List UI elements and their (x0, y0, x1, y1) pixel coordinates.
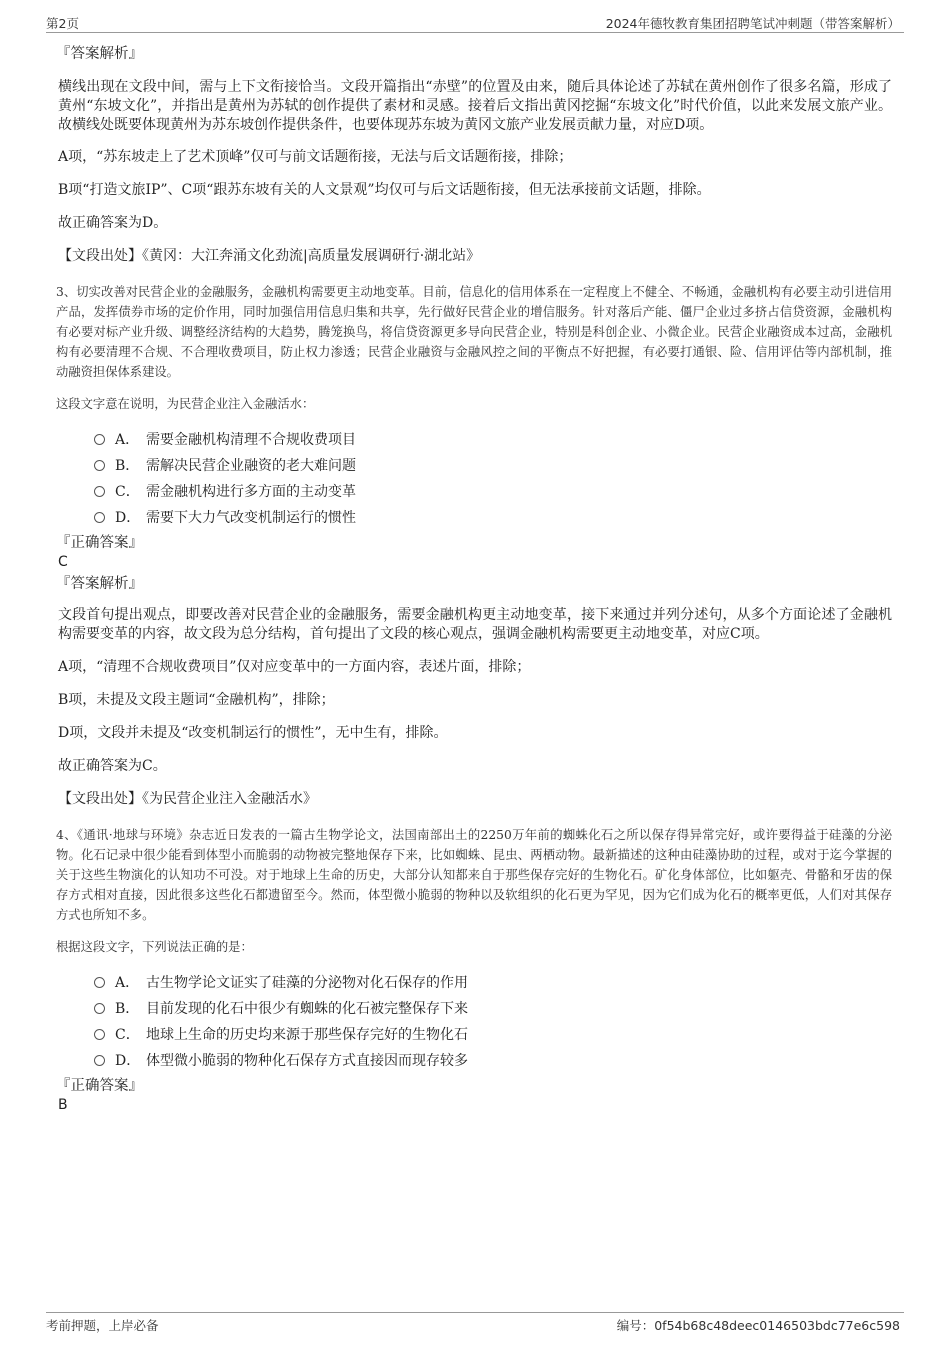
q4-options (56, 970, 892, 1074)
footer-code-label: 编号： (616, 1318, 655, 1333)
page-content (56, 44, 892, 1114)
q3-option-b[interactable]: B． 需解决民营企业融资的老大难问题 (94, 453, 892, 479)
radio-icon[interactable] (94, 1029, 105, 1040)
page-footer (46, 1312, 904, 1333)
page-header (46, 12, 904, 33)
footer-code-value: 0f54b68c48deec0146503bdc77e6c598 (654, 1318, 900, 1333)
radio-icon[interactable] (94, 1055, 105, 1066)
q4-answer: B (58, 1097, 68, 1113)
radio-icon[interactable] (94, 977, 105, 988)
radio-icon[interactable] (94, 512, 105, 523)
q3-option-d[interactable]: D． 需要下大力气改变机制运行的惯性 (94, 505, 892, 531)
q3-analysis-label: 『答案解析』 (56, 576, 143, 592)
page-number: 第2页 (46, 16, 79, 31)
q3-option-a[interactable]: A． 需要金融机构清理不合规收费项目 (94, 427, 892, 453)
q3-source: 【文段出处】《为民营企业注入金融活水》 (58, 791, 317, 807)
footer-slogan: 考前押题，上岸必备 (46, 1318, 159, 1333)
document-title: 2024年德牧教育集团招聘笔试冲刺题（带答案解析） (605, 16, 900, 31)
q4-option-d[interactable]: D． 体型微小脆弱的物种化石保存方式直接因而现存较多 (94, 1048, 892, 1074)
q2-analysis-label: 『答案解析』 (56, 46, 143, 62)
q3-options (56, 427, 892, 531)
q4-answer-label: 『正确答案』 (56, 1078, 143, 1094)
q4-passage: 4、《通讯·地球与环境》杂志近日发表的一篇古生物学论文，法国南部出土的2250万年前的蜘蛛化石之所以保存得异常完好，或许要得益于硅藻的分泌物。化石记录中很少能看到体型小而脆弱的动物被完整地保存下来，比如蜘蛛、昆虫、两栖动物。最新描述的这种由硅藻协助的过程，或对于迄今掌握的关于这些生物演化的认知功不可没。对于地球上生命的历史，大部分认知都来自于那些保存完好的生物化石。矿化身体部位，比如躯壳、骨骼和牙齿的保存方式相对直接，因此很多这些化石都遗留至今。然而，体型微小脆弱的物种以及软组织的化石更为罕见，因为它们成为化石的概率更低，人们对其保存方式也所知不多。 (56, 828, 892, 922)
q3-analysis-paragraph: A项，“清理不合规收费项目”仅对应变革中的一方面内容，表述片面，排除； (58, 659, 531, 675)
q3-analysis-paragraph: B项，未提及文段主题词“金融机构”，排除； (58, 692, 335, 708)
q3-passage: 3、切实改善对民营企业的金融服务，金融机构需要更主动地变革。目前，信息化的信用体系在一定程度上不健全、不畅通，金融机构有必要主动引进信用产品，发挥债券市场的定价作用，同时加强信用信息归集和共享，先行做好民营企业的增信服务。针对落后产能、僵尸企业过多挤占信贷资源，金融机构有必要对标产业升级、调整经济结构的大趋势，腾笼换鸟，将信贷资源更多导向民营企业，特别是科创企业、小微企业。民营企业融资成本过高，金融机构有必要清理不合规、不合理收费项目，防止权力渗透；民营企业融资与金融风控之间的平衡点不好把握，有必要打通银、险、信用评估等内部机制，推动融资担保体系建设。 (56, 285, 892, 379)
radio-icon[interactable] (94, 460, 105, 471)
q3-analysis-paragraph: 文段首句提出观点，即要改善对民营企业的金融服务，需要金融机构更主动地变革，接下来通过并列分述句，从多个方面论述了金融机构需要变革的内容，故文段为总分结构，首句提出了文段的核心观点，强调金融机构需要更主动地变革，对应C项。 (58, 607, 892, 642)
q3-answer-label: 『正确答案』 (56, 535, 143, 551)
q4-option-b[interactable]: B． 目前发现的化石中很少有蜘蛛的化石被完整保存下来 (94, 996, 892, 1022)
q2-source: 【文段出处】《黄冈：大江奔涌文化劲流|高质量发展调研行·湖北站》 (58, 248, 481, 264)
q2-analysis-paragraph: 横线出现在文段中间，需与上下文衔接恰当。文段开篇指出“赤壁”的位置及由来，随后具体论述了苏轼在黄州创作了很多名篇，形成了黄州“东坡文化”，并指出是黄州为苏轼的创作提供了素材和灵感。接着后文指出黄冈挖掘“东坡文化”时代价值，以此来发展文旅产业。故横线处既要体现黄州为苏东坡创作提供条件，也要体现苏东坡为黄冈文旅产业发展贡献力量，对应D项。 (58, 79, 892, 133)
q3-analysis-paragraph: D项，文段并未提及“改变机制运行的惯性”，无中生有，排除。 (58, 725, 448, 741)
q3-prompt: 这段文字意在说明，为民营企业注入金融活水： (56, 397, 315, 411)
q3-option-c[interactable]: C． 需金融机构进行多方面的主动变革 (94, 479, 892, 505)
q2-analysis-paragraph: B项“打造文旅IP”、C项“跟苏东坡有关的人文景观”均仅可与后文话题衔接，但无法承接前文话题，排除。 (58, 182, 711, 198)
q4-option-a[interactable]: A． 古生物学论文证实了硅藻的分泌物对化石保存的作用 (94, 970, 892, 996)
q3-analysis-paragraph: 故正确答案为C。 (58, 758, 167, 774)
footer-code (617, 1316, 900, 1334)
radio-icon[interactable] (94, 486, 105, 497)
q3-answer: C (58, 554, 68, 570)
q2-analysis-paragraph: 故正确答案为D。 (58, 215, 168, 231)
q2-analysis-paragraph: A项，“苏东坡走上了艺术顶峰”仅可与前文话题衔接，无法与后文话题衔接，排除； (58, 149, 573, 165)
radio-icon[interactable] (94, 434, 105, 445)
q4-prompt: 根据这段文字，下列说法正确的是： (56, 940, 253, 954)
radio-icon[interactable] (94, 1003, 105, 1014)
q4-option-c[interactable]: C． 地球上生命的历史均来源于那些保存完好的生物化石 (94, 1022, 892, 1048)
